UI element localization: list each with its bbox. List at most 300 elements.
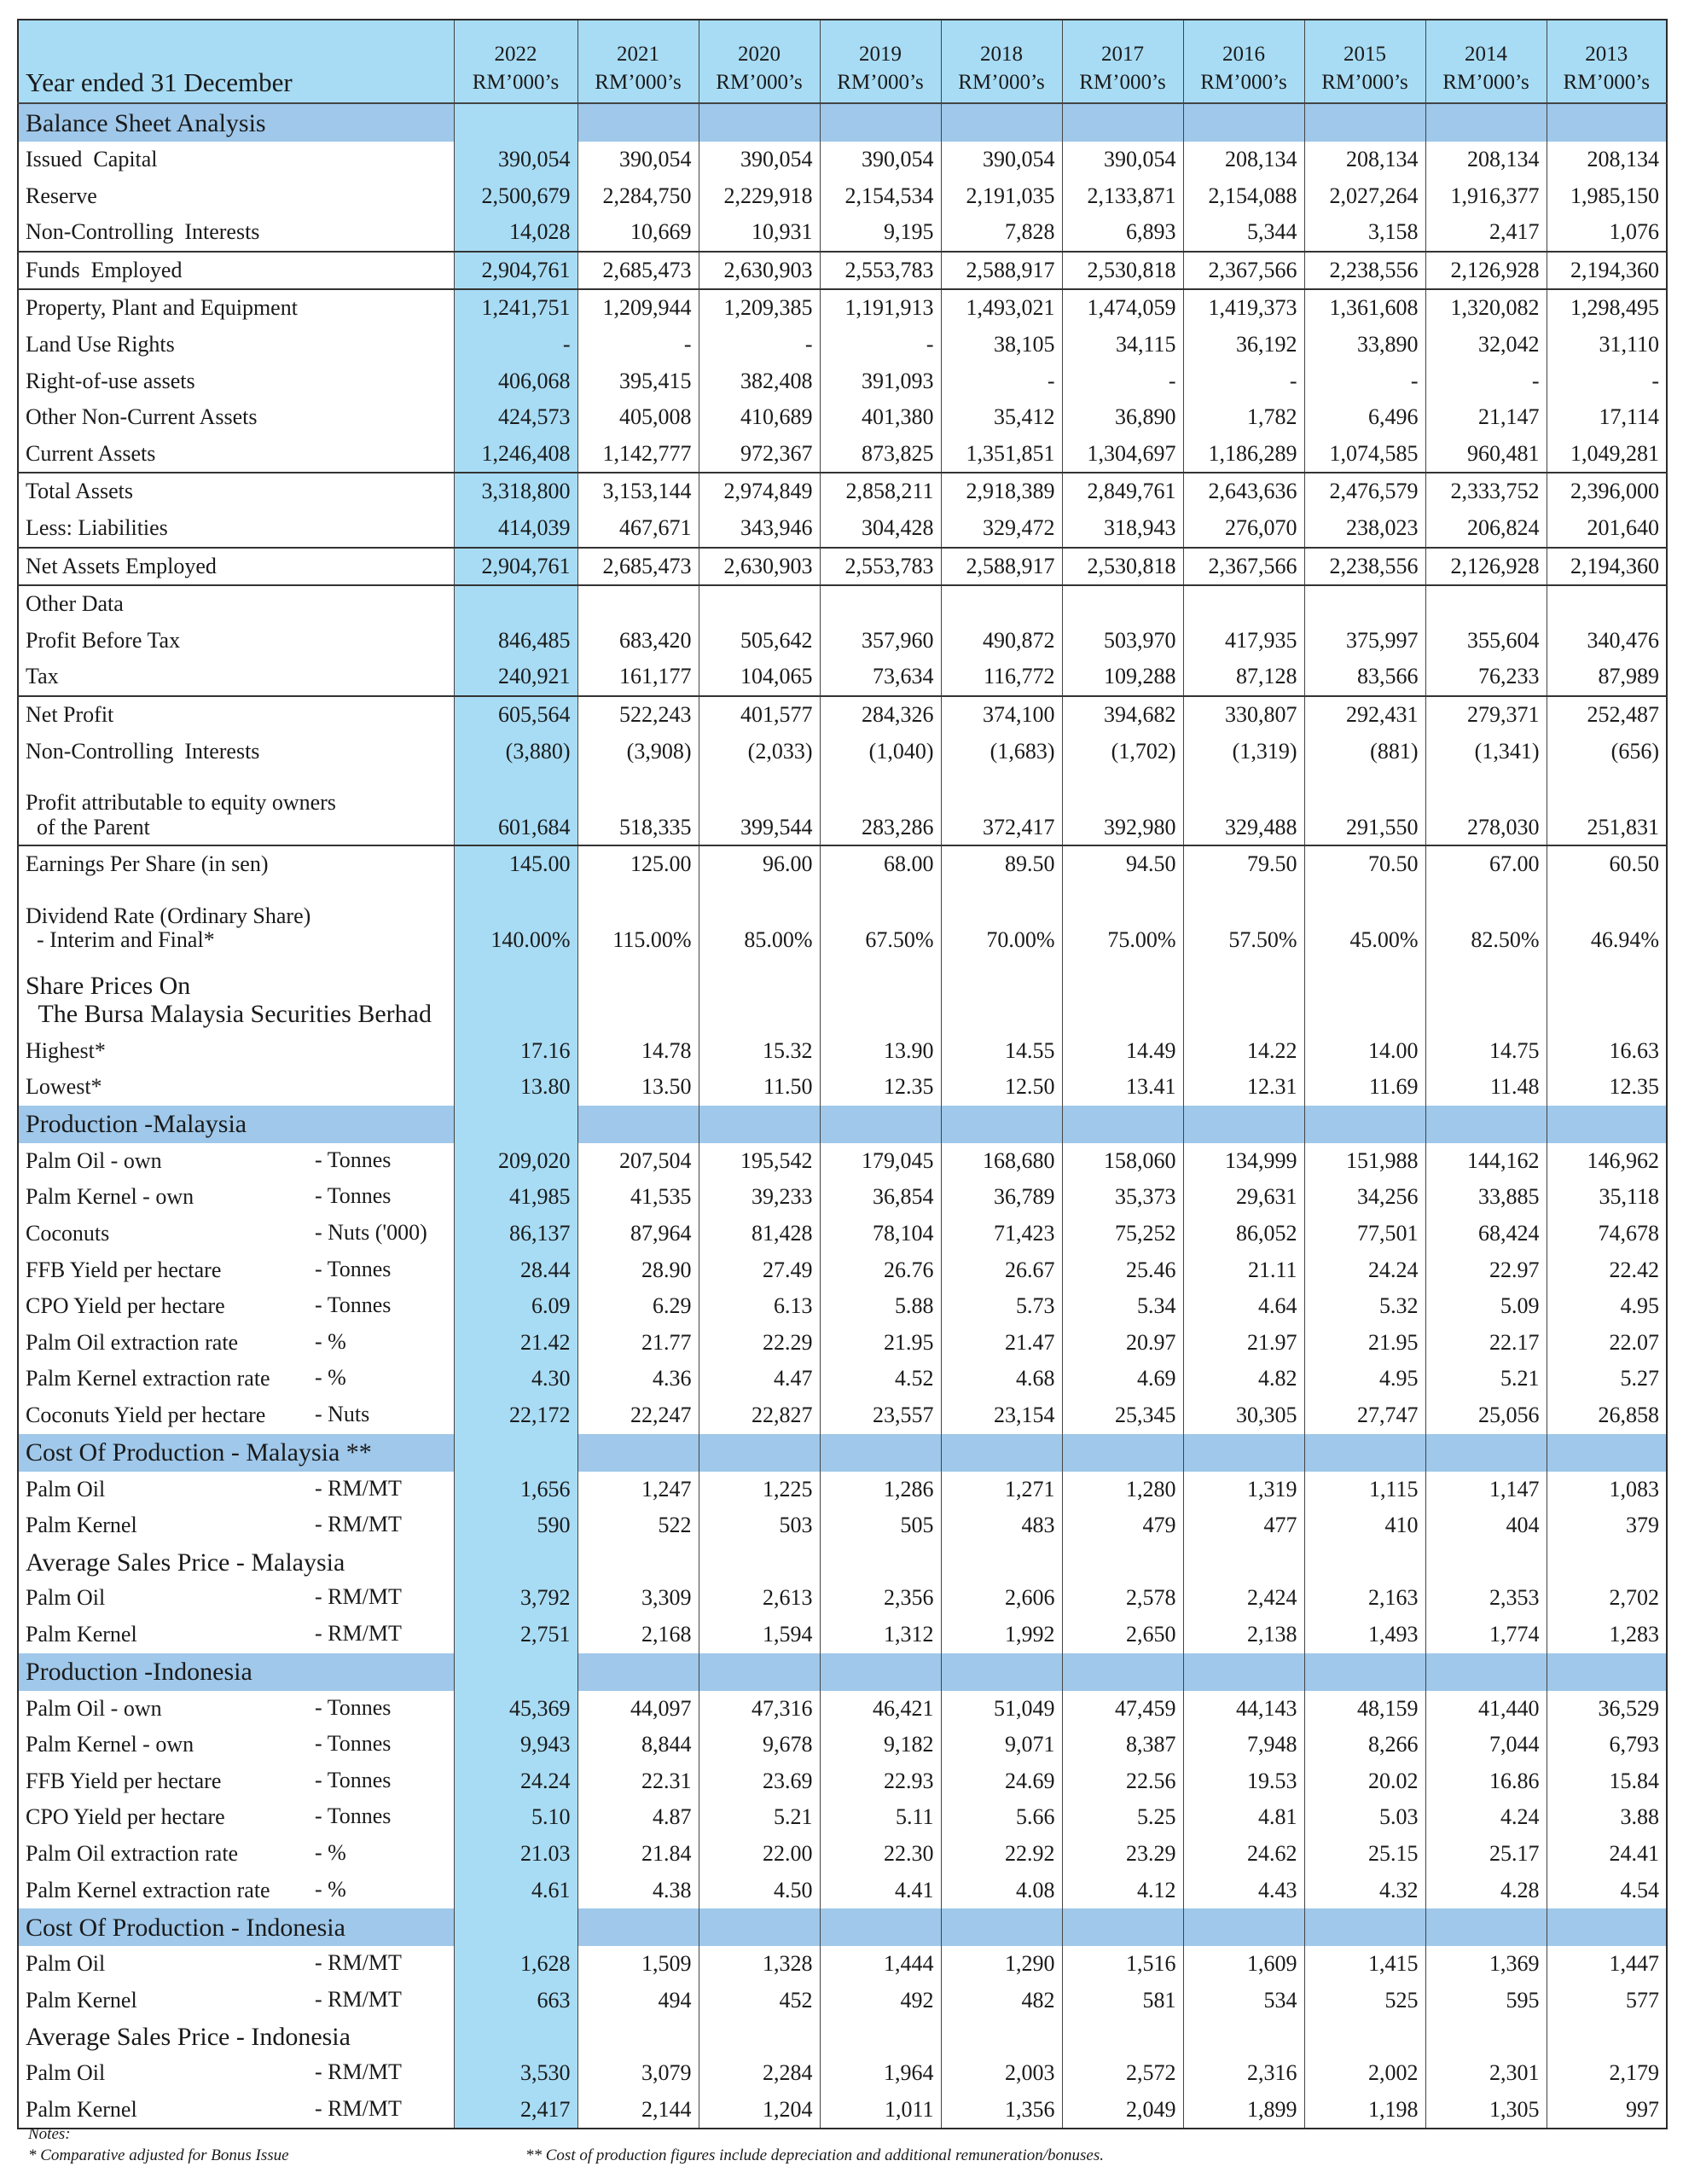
table-row — [18, 289, 1667, 327]
value-cell: 390,054 — [577, 142, 699, 178]
empty-cell — [941, 2018, 1062, 2055]
value-cell: (3,880) — [454, 734, 577, 770]
section-spacer-cell — [941, 1106, 1062, 1143]
table-header-row — [18, 20, 1667, 103]
table-row — [18, 734, 1667, 770]
row-unit: - Tonnes — [315, 1731, 392, 1757]
value-cell: 9,071 — [941, 1727, 1062, 1763]
section-spacer-cell — [1183, 1908, 1304, 1946]
value-cell: 483 — [941, 1507, 1062, 1544]
value-cell: 4.50 — [699, 1873, 820, 1909]
value-cell: 158,060 — [1062, 1143, 1183, 1180]
value-cell: 2,284,750 — [577, 178, 699, 215]
value-cell: 38,105 — [941, 327, 1062, 363]
section-header-row — [18, 1908, 1667, 1946]
value-cell: 503,970 — [1062, 623, 1183, 659]
section-spacer-cell — [1304, 1106, 1425, 1143]
value-cell: 15.32 — [699, 1033, 820, 1070]
value-cell: 4.24 — [1425, 1799, 1547, 1836]
value-cell: 201,640 — [1587, 514, 1659, 540]
value-cell: 34,115 — [1062, 327, 1183, 363]
row-label — [18, 178, 454, 215]
value-cell: 22.56 — [1062, 1763, 1183, 1800]
table-row — [18, 1252, 1667, 1289]
row-unit: - Nuts ('000) — [315, 1220, 427, 1246]
value-cell: 595 — [1425, 1983, 1547, 2019]
value-cell: 7,948 — [1183, 1727, 1304, 1763]
section-spacer-cell — [577, 1106, 699, 1143]
value-cell: 208,134 — [1304, 142, 1425, 178]
section-spacer-cell — [1425, 1106, 1547, 1143]
value-cell — [699, 585, 820, 623]
table-row — [18, 1397, 1667, 1434]
value-cell: 4.38 — [577, 1873, 699, 1909]
value-cell: 252,487 — [1547, 696, 1667, 734]
value-cell: 1,191,913 — [820, 289, 941, 327]
table-row — [18, 659, 1667, 696]
section-spacer-cell — [820, 1653, 941, 1691]
row-label — [18, 845, 454, 883]
value-cell: 278,030 — [1425, 770, 1547, 845]
value-cell: 2,918,389 — [941, 473, 1062, 510]
table-row — [18, 473, 1667, 510]
empty-cell — [1304, 1544, 1425, 1581]
row-label-text: Tax — [26, 664, 59, 689]
row-unit: - RM/MT — [315, 1986, 402, 2012]
value-cell: 283,286 — [820, 770, 941, 845]
empty-cell — [577, 2018, 699, 2055]
value-cell: 25.17 — [1425, 1836, 1547, 1873]
section-spacer-cell — [577, 1434, 699, 1472]
value-cell: 20.97 — [1062, 1325, 1183, 1362]
table-row — [18, 1799, 1667, 1836]
row-label-text: FFB Yield per hectare — [26, 1768, 222, 1793]
value-cell: 2,194,360 — [1547, 548, 1667, 586]
value-cell: 14.00 — [1304, 1033, 1425, 1070]
value-cell: 3,153,144 — [577, 473, 699, 510]
section-spacer-cell — [1062, 1653, 1183, 1691]
value-cell: 2,858,211 — [820, 473, 941, 510]
value-cell: 25,056 — [1425, 1397, 1547, 1434]
section-spacer-cell — [1547, 1653, 1667, 1691]
value-cell: - — [941, 363, 1062, 400]
value-cell: 467,671 — [577, 510, 699, 548]
row-label-text: Palm Kernel extraction rate — [26, 1366, 270, 1391]
value-cell: 4.28 — [1425, 1873, 1547, 1909]
empty-cell — [454, 1544, 577, 1581]
value-cell: 14.75 — [1425, 1033, 1547, 1070]
value-cell: 27.49 — [699, 1252, 820, 1289]
value-cell: 82.50% — [1425, 883, 1547, 958]
table-row — [18, 1580, 1667, 1617]
value-cell: 208,134 — [1587, 147, 1659, 171]
section-header-row — [18, 103, 1667, 142]
value-cell: 1,271 — [941, 1472, 1062, 1508]
value-cell: 4.32 — [1304, 1873, 1425, 1909]
section-spacer-cell — [1183, 1434, 1304, 1472]
section-spacer-cell — [941, 103, 1062, 142]
value-cell: 2,284 — [699, 2055, 820, 2092]
value-cell: 972,367 — [699, 436, 820, 473]
value-cell: 1,369 — [1425, 1946, 1547, 1983]
value-cell: 24.62 — [1183, 1836, 1304, 1873]
value-cell: 209,020 — [454, 1143, 577, 1180]
subheader-label — [18, 1544, 454, 1581]
value-cell: 31,110 — [1599, 331, 1659, 357]
value-cell: 1,074,585 — [1304, 436, 1425, 473]
empty-cell — [1183, 1544, 1304, 1581]
value-cell: - — [820, 327, 941, 363]
value-cell: 1,609 — [1183, 1946, 1304, 1983]
value-cell: 21.11 — [1183, 1252, 1304, 1289]
value-cell: 394,682 — [1062, 696, 1183, 734]
row-label — [18, 1946, 454, 1983]
value-cell: 151,988 — [1304, 1143, 1425, 1180]
section-title: Cost Of Production - Indonesia — [18, 1908, 454, 1946]
value-cell: 846,485 — [454, 623, 577, 659]
value-cell: 4.30 — [454, 1361, 577, 1397]
row-label — [18, 883, 454, 958]
value-cell: 36,192 — [1183, 327, 1304, 363]
row-label — [18, 1252, 454, 1289]
row-unit: - RM/MT — [315, 1584, 402, 1610]
value-cell: 29,631 — [1183, 1179, 1304, 1216]
section-header-row — [18, 1434, 1667, 1472]
value-cell: 57.50% — [1183, 883, 1304, 958]
value-cell: 47,459 — [1062, 1691, 1183, 1728]
row-unit: - % — [315, 1328, 346, 1354]
section-spacer-cell — [1183, 103, 1304, 142]
value-cell: 1,312 — [820, 1617, 941, 1653]
row-label-text: Palm Oil — [26, 1951, 106, 1977]
value-cell: 1,474,059 — [1062, 289, 1183, 327]
row-label-text: Palm Kernel — [26, 2096, 137, 2122]
row-label — [18, 1143, 454, 1180]
value-cell: 21.03 — [454, 1836, 577, 1873]
row-label-text: Palm Kernel — [26, 1622, 137, 1647]
value-cell: 4.54 — [1620, 1877, 1659, 1902]
value-cell: 2,588,917 — [941, 252, 1062, 290]
value-cell: 1,774 — [1425, 1617, 1547, 1653]
value-cell: 2,367,566 — [1183, 548, 1304, 586]
value-cell: 2,154,088 — [1183, 178, 1304, 215]
value-cell: 13.50 — [577, 1069, 699, 1106]
section-spacer-cell — [577, 1653, 699, 1691]
empty-cell — [454, 958, 577, 1033]
row-label — [18, 548, 454, 586]
value-cell: 1,247 — [577, 1472, 699, 1508]
value-cell — [1547, 585, 1667, 623]
value-cell: 1,186,289 — [1183, 436, 1304, 473]
value-cell: 208,134 — [1425, 142, 1547, 178]
header-year: 2016 RM’000’s — [1183, 20, 1304, 103]
value-cell: 1,356 — [941, 2092, 1062, 2129]
value-cell: 2,606 — [941, 1580, 1062, 1617]
value-cell: 405,008 — [577, 399, 699, 436]
value-cell: 13.90 — [820, 1033, 941, 1070]
value-cell: 12.50 — [941, 1069, 1062, 1106]
value-cell: 4.52 — [820, 1361, 941, 1397]
section-spacer-cell — [454, 1908, 577, 1946]
value-cell: 1,782 — [1183, 399, 1304, 436]
row-label-text: Palm Oil — [26, 2059, 106, 2085]
value-cell: 1,290 — [941, 1946, 1062, 1983]
empty-cell — [1304, 2018, 1425, 2055]
value-cell: 3,079 — [577, 2055, 699, 2092]
value-cell: 276,070 — [1183, 510, 1304, 548]
value-cell: 1,204 — [699, 2092, 820, 2129]
row-label — [18, 214, 454, 252]
value-cell: 390,054 — [1062, 142, 1183, 178]
value-cell: 2,476,579 — [1304, 473, 1425, 510]
row-label — [18, 1397, 454, 1434]
row-unit: - Tonnes — [315, 1292, 392, 1318]
value-cell: 146,962 — [1587, 1147, 1659, 1173]
value-cell: 1,083 — [1609, 1476, 1659, 1502]
note-bonus-issue: * Comparative adjusted for Bonus Issue — [28, 2146, 289, 2164]
section-spacer-cell — [820, 1434, 941, 1472]
value-cell: 382,408 — [699, 363, 820, 400]
value-cell: 5.25 — [1062, 1799, 1183, 1836]
value-cell: 1,493,021 — [941, 289, 1062, 327]
value-cell: 1,298,495 — [1547, 289, 1667, 327]
section-spacer-cell — [1304, 103, 1425, 142]
value-cell: 51,049 — [941, 1691, 1062, 1728]
row-label-text: Palm Oil - own — [26, 1695, 162, 1721]
section-spacer-cell — [577, 1908, 699, 1946]
row-unit: - % — [315, 1876, 346, 1902]
row-label — [18, 623, 454, 659]
value-cell: 2,168 — [577, 1617, 699, 1653]
value-cell: 12.31 — [1183, 1069, 1304, 1106]
value-cell: (1,702) — [1062, 734, 1183, 770]
section-spacer-cell — [1547, 1106, 1667, 1143]
value-cell: 238,023 — [1304, 510, 1425, 548]
value-cell: 87,128 — [1183, 659, 1304, 696]
empty-cell — [1183, 958, 1304, 1033]
row-label — [18, 327, 454, 363]
value-cell: 1,209,944 — [577, 289, 699, 327]
value-cell: 24.69 — [941, 1763, 1062, 1800]
value-cell: 45.00% — [1304, 883, 1425, 958]
value-cell: 330,807 — [1183, 696, 1304, 734]
header-year: 2013 RM’000’s — [1547, 20, 1667, 103]
value-cell: 16.86 — [1425, 1763, 1547, 1800]
section-spacer-cell — [1062, 1434, 1183, 1472]
value-cell: 46.94% — [1590, 927, 1659, 953]
value-cell: 1,444 — [820, 1946, 941, 1983]
value-cell: 391,093 — [820, 363, 941, 400]
subheader-row — [18, 1544, 1667, 1581]
section-spacer-cell — [1062, 1106, 1183, 1143]
row-label-text: Funds Employed — [26, 257, 183, 282]
value-cell: 9,195 — [820, 214, 941, 252]
value-cell: 424,573 — [454, 399, 577, 436]
value-cell: 390,054 — [454, 142, 577, 178]
row-label-text: Palm Kernel extraction rate — [26, 1877, 270, 1902]
value-cell: 2,179 — [1609, 2059, 1659, 2085]
subheader-label — [18, 958, 454, 1033]
empty-cell — [699, 2018, 820, 2055]
value-cell: 518,335 — [577, 770, 699, 845]
section-spacer-cell — [1062, 1908, 1183, 1946]
value-cell: 140.00% — [454, 883, 577, 958]
value-cell: 392,980 — [1062, 770, 1183, 845]
value-cell: 21.95 — [820, 1325, 941, 1362]
value-cell: 36,890 — [1062, 399, 1183, 436]
row-label — [18, 1836, 454, 1873]
value-cell: 6.13 — [699, 1288, 820, 1325]
value-cell: 663 — [454, 1983, 577, 2019]
subheader-text: Average Sales Price - Indonesia — [26, 2023, 351, 2052]
row-unit: - Tonnes — [315, 1183, 392, 1209]
value-cell: 1,361,608 — [1304, 289, 1425, 327]
table-row — [18, 1216, 1667, 1252]
row-unit: - RM/MT — [315, 1475, 402, 1501]
value-cell: 1,916,377 — [1425, 178, 1547, 215]
value-cell: 581 — [1062, 1983, 1183, 2019]
row-label — [18, 1325, 454, 1362]
section-title: Balance Sheet Analysis — [18, 103, 454, 142]
section-spacer-cell — [820, 1106, 941, 1143]
value-cell: (1,683) — [941, 734, 1062, 770]
value-cell: - — [1304, 363, 1425, 400]
empty-cell — [820, 1544, 941, 1581]
value-cell: 14.49 — [1062, 1033, 1183, 1070]
row-label-text: CPO Yield per hectare — [26, 1804, 225, 1830]
empty-cell — [1062, 1544, 1183, 1581]
value-cell: 41,440 — [1425, 1691, 1547, 1728]
row-label — [18, 1580, 454, 1617]
value-cell: 2,301 — [1425, 2055, 1547, 2092]
table-row — [18, 845, 1667, 883]
value-cell: 4.12 — [1062, 1873, 1183, 1909]
value-cell: 2,333,752 — [1425, 473, 1547, 510]
note-cost-of-production: ** Cost of production figures include depreciation and additional remuneration/bonuses. — [525, 2146, 1104, 2164]
value-cell: 5.09 — [1425, 1288, 1547, 1325]
row-unit: - RM/MT — [315, 1512, 402, 1537]
row-label-text: Palm Kernel - own — [26, 1732, 194, 1757]
table-row — [18, 1069, 1667, 1106]
value-cell: 6.09 — [454, 1288, 577, 1325]
value-cell: 5.03 — [1304, 1799, 1425, 1836]
section-spacer-cell — [1425, 1434, 1547, 1472]
value-cell: 357,960 — [820, 623, 941, 659]
value-cell: 2,500,679 — [454, 178, 577, 215]
value-cell: 14,028 — [454, 214, 577, 252]
value-cell: 2,396,000 — [1547, 473, 1667, 510]
row-label-text: Highest* — [26, 1037, 106, 1063]
table-row — [18, 327, 1667, 363]
value-cell: 522 — [577, 1507, 699, 1544]
value-cell: 1,147 — [1425, 1472, 1547, 1508]
section-spacer-cell — [1425, 1653, 1547, 1691]
value-cell: 401,577 — [699, 696, 820, 734]
value-cell: 77,501 — [1304, 1216, 1425, 1252]
value-cell: 22.93 — [820, 1763, 941, 1800]
value-cell: - — [454, 327, 577, 363]
value-cell: 2,316 — [1183, 2055, 1304, 2092]
value-cell: (1,319) — [1183, 734, 1304, 770]
value-cell: 329,488 — [1183, 770, 1304, 845]
value-cell: 22,247 — [577, 1397, 699, 1434]
value-cell: 2,027,264 — [1304, 178, 1425, 215]
section-spacer-cell — [1304, 1908, 1425, 1946]
value-cell: 1,964 — [820, 2055, 941, 2092]
value-cell: (881) — [1304, 734, 1425, 770]
value-cell: 3.88 — [1620, 1804, 1659, 1830]
value-cell: 96.00 — [699, 845, 820, 883]
table-row — [18, 1691, 1667, 1728]
value-cell: - — [699, 327, 820, 363]
table-row — [18, 696, 1667, 734]
value-cell: 6,793 — [1609, 1732, 1659, 1757]
value-cell — [941, 585, 1062, 623]
row-label — [18, 1983, 454, 2019]
row-label-text-line2: - Interim and Final* — [26, 927, 215, 953]
value-cell: 17,114 — [1599, 404, 1659, 430]
value-cell: 3,158 — [1304, 214, 1425, 252]
value-cell: 2,849,761 — [1062, 473, 1183, 510]
value-cell: 525 — [1304, 1983, 1425, 2019]
value-cell: 2,238,556 — [1304, 548, 1425, 586]
value-cell: 1,594 — [699, 1617, 820, 1653]
section-spacer-cell — [1547, 1434, 1667, 1472]
value-cell: - — [1183, 363, 1304, 400]
empty-cell — [577, 958, 699, 1033]
value-cell: 2,613 — [699, 1580, 820, 1617]
value-cell: 960,481 — [1425, 436, 1547, 473]
empty-cell — [820, 2018, 941, 2055]
header-year: 2017 RM’000’s — [1062, 20, 1183, 103]
table-row — [18, 585, 1667, 623]
value-cell: 482 — [941, 1983, 1062, 2019]
value-cell: 3,792 — [454, 1580, 577, 1617]
value-cell: 22.97 — [1425, 1252, 1547, 1289]
value-cell: 9,678 — [699, 1727, 820, 1763]
value-cell: (2,033) — [699, 734, 820, 770]
value-cell: 14.78 — [577, 1033, 699, 1070]
value-cell: 279,371 — [1425, 696, 1547, 734]
section-spacer-cell — [1062, 103, 1183, 142]
value-cell: 1,516 — [1062, 1946, 1183, 1983]
value-cell: 1,320,082 — [1425, 289, 1547, 327]
section-spacer-cell — [1183, 1653, 1304, 1691]
section-spacer-cell — [699, 1653, 820, 1691]
value-cell: 1,076 — [1609, 219, 1659, 245]
value-cell: 23.69 — [699, 1763, 820, 1800]
section-spacer-cell — [454, 103, 577, 142]
table-row — [18, 548, 1667, 586]
value-cell: 3,318,800 — [454, 473, 577, 510]
header-year: 2018 RM’000’s — [941, 20, 1062, 103]
value-cell: 73,634 — [820, 659, 941, 696]
row-unit: - RM/MT — [315, 1950, 402, 1976]
table-row — [18, 1727, 1667, 1763]
empty-cell — [699, 958, 820, 1033]
value-cell: 2,685,473 — [577, 252, 699, 290]
value-cell: 2,238,556 — [1304, 252, 1425, 290]
row-label — [18, 1691, 454, 1728]
row-label-text: Non-Controlling Interests — [26, 738, 260, 764]
value-cell: 452 — [699, 1983, 820, 2019]
value-cell: 2,194,360 — [1547, 252, 1667, 290]
value-cell: 109,288 — [1062, 659, 1183, 696]
value-cell: 13.41 — [1062, 1069, 1183, 1106]
empty-cell — [1062, 2018, 1183, 2055]
table-row — [18, 883, 1667, 958]
row-label — [18, 436, 454, 473]
